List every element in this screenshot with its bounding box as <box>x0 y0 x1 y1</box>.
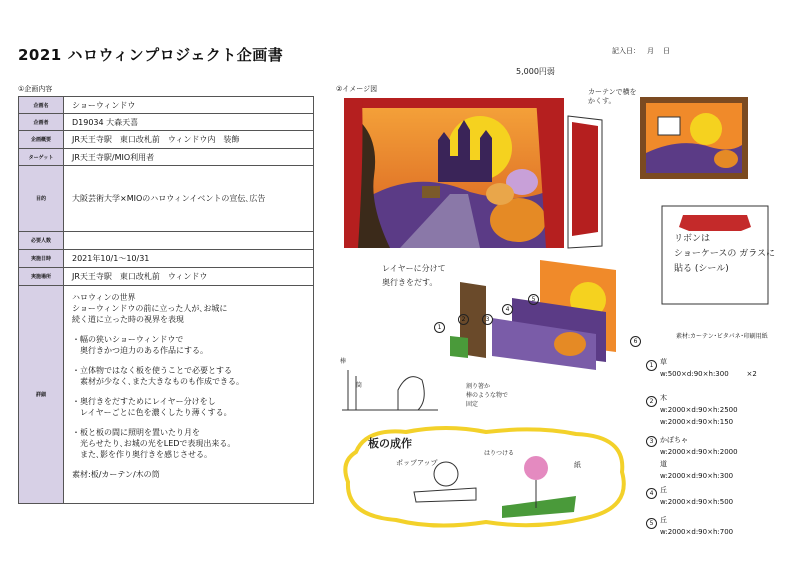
row-label: 目的 <box>19 166 64 232</box>
curtain-top <box>344 98 564 108</box>
row-value: D19034 大森天喜 <box>64 114 314 131</box>
date-label: 記入日： <box>612 47 640 55</box>
layer-number: 6 <box>630 336 641 347</box>
table-row <box>19 114 314 131</box>
pumpkin-small <box>486 183 514 205</box>
board-title: 板の成作 <box>368 437 412 450</box>
spec-text: かぼちゃ w:2000×d:90×h:2000 道 w:2000×d:90×h:300 <box>660 436 738 480</box>
spec-number: 1 <box>646 360 657 371</box>
date-day: 日 <box>663 47 670 55</box>
page-title: 2021 ハロウィンプロジェクト企画書 <box>18 46 284 64</box>
framed-preview <box>640 97 748 179</box>
label-paper: 紙 <box>574 461 581 469</box>
details-line: 奥行きかつ迫力のある作品にする。 <box>72 346 208 355</box>
row-value: JR天王寺駅/MIO利用者 <box>64 149 314 166</box>
stick-sketch <box>338 350 448 420</box>
plan-table <box>18 96 314 504</box>
details-line: レイヤーごとに色を濃くしたり薄くする。 <box>72 408 232 417</box>
fix-note: 割り箸か 棒のような物で 固定 <box>466 383 509 408</box>
candy-circle <box>524 456 548 480</box>
row-label: 必要人数 <box>19 232 64 250</box>
layer-number: 5 <box>528 294 539 305</box>
curtain-note: カーテンで横を かくす。 <box>588 88 637 105</box>
grass-strip <box>502 496 576 518</box>
layer-note: レイヤーに分けて 奥行きをだす。 <box>382 264 446 287</box>
label-tsutsu: 筒 <box>356 382 363 389</box>
signpost-shape <box>422 186 440 198</box>
table-row <box>19 250 314 268</box>
details-line: ショーウィンドウの前に立った人が､お城に <box>72 304 228 313</box>
popup-circle <box>434 462 458 486</box>
date-month: 月 <box>647 47 654 55</box>
frame-moon <box>690 113 722 145</box>
spec-number: 3 <box>646 436 657 447</box>
spec-number: 2 <box>646 396 657 407</box>
details-line: ・幅の狭いショーウィンドウで <box>72 335 184 344</box>
frame-sign <box>658 117 680 135</box>
details-line: また､影を作り奥行きを感じさせる。 <box>72 450 212 459</box>
table-row <box>19 286 314 504</box>
sketch-board <box>398 377 424 410</box>
row-label: 実施場所 <box>19 268 64 286</box>
halloween-window-illustration <box>340 96 640 256</box>
layer-pumpkin <box>554 332 586 356</box>
row-label: 企画者 <box>19 114 64 131</box>
details-gap <box>72 418 305 427</box>
ribbon-note: リボンは ショーケースの ガラスに 貼る (シール) <box>674 234 775 274</box>
table-row <box>19 232 314 250</box>
table-row <box>19 149 314 166</box>
spec-number: 4 <box>646 488 657 499</box>
label-popup: ポップアップ <box>396 459 438 467</box>
details-line: ・奥行きをだすためにレイヤー分けをし <box>72 397 216 406</box>
row-value: JR天王寺駅 東口改札前 ウィンドウ <box>64 268 314 286</box>
label-harituke: はりつける <box>484 450 515 457</box>
row-label: 実施日時 <box>19 250 64 268</box>
curtain-side <box>572 122 598 236</box>
spec-text: 木 w:2000×d:90×h:2500 w:2000×d:90×h:150 <box>660 394 738 426</box>
details-line: 素材が少なく､また大きなものも作成できる。 <box>72 377 244 386</box>
table-row <box>19 97 314 114</box>
spec-text: 丘 w:2000×d:90×h:500 <box>660 486 734 506</box>
details-gap <box>72 356 305 365</box>
details-cell <box>64 286 314 504</box>
layer-grass <box>450 336 468 358</box>
frame-pumpkin <box>714 150 738 168</box>
details-gap <box>72 325 305 334</box>
popup-board <box>414 488 476 502</box>
layer-diagram <box>420 258 620 378</box>
table-row <box>19 268 314 286</box>
spec-text: 丘 w:2000×d:90×h:700 <box>660 516 734 536</box>
details-line: 光らせたり､お城の光をLEDで表現出来る。 <box>72 439 236 448</box>
row-value <box>64 232 314 250</box>
row-value: 大阪芸術大学×MIOのハロウィンイベントの宣伝､広告 <box>64 166 314 232</box>
materials-note: 素材:カーテン･ビタパネ･印刷用紙 <box>676 333 768 340</box>
layer-number: 3 <box>482 314 493 325</box>
layer-number: 2 <box>458 314 469 325</box>
row-value: JR天王寺駅 東口改札前 ウィンドウ内 装飾 <box>64 131 314 149</box>
layer-number: 1 <box>434 322 445 333</box>
section1-label: ①企画内容 <box>18 85 53 93</box>
row-value: ショーウィンドウ <box>64 97 314 114</box>
row-label: 企画名 <box>19 97 64 114</box>
spec-text: 草 w:500×d:90×h:300 ×2 <box>660 358 757 378</box>
spec-number: 5 <box>646 518 657 529</box>
row-label: 企画概要 <box>19 131 64 149</box>
price-note: 5,000円弱 <box>516 67 555 76</box>
details-gap <box>72 387 305 396</box>
details-line: 素材:板/カーテン/木の筒 <box>72 470 160 479</box>
details-line: ・板と板の間に照明を置いたり月を <box>72 428 200 437</box>
table-row <box>19 166 314 232</box>
details-line: ハロウィンの世界 <box>72 293 136 302</box>
details-line: 続く道に立った時の視界を表現 <box>72 315 184 324</box>
section2-label: ②イメージ図 <box>336 85 378 93</box>
details-line: ・立体物ではなく板を使うことで必要とする <box>72 366 232 375</box>
label-stick: 棒 <box>340 358 347 365</box>
table-row <box>19 131 314 149</box>
row-value: 2021年10/1～10/31 <box>64 250 314 268</box>
details-gap <box>72 460 305 469</box>
ribbon-shape <box>679 215 751 231</box>
layer-number: 4 <box>502 304 513 315</box>
row-label: 詳細 <box>19 286 64 504</box>
row-label: ターゲット <box>19 149 64 166</box>
